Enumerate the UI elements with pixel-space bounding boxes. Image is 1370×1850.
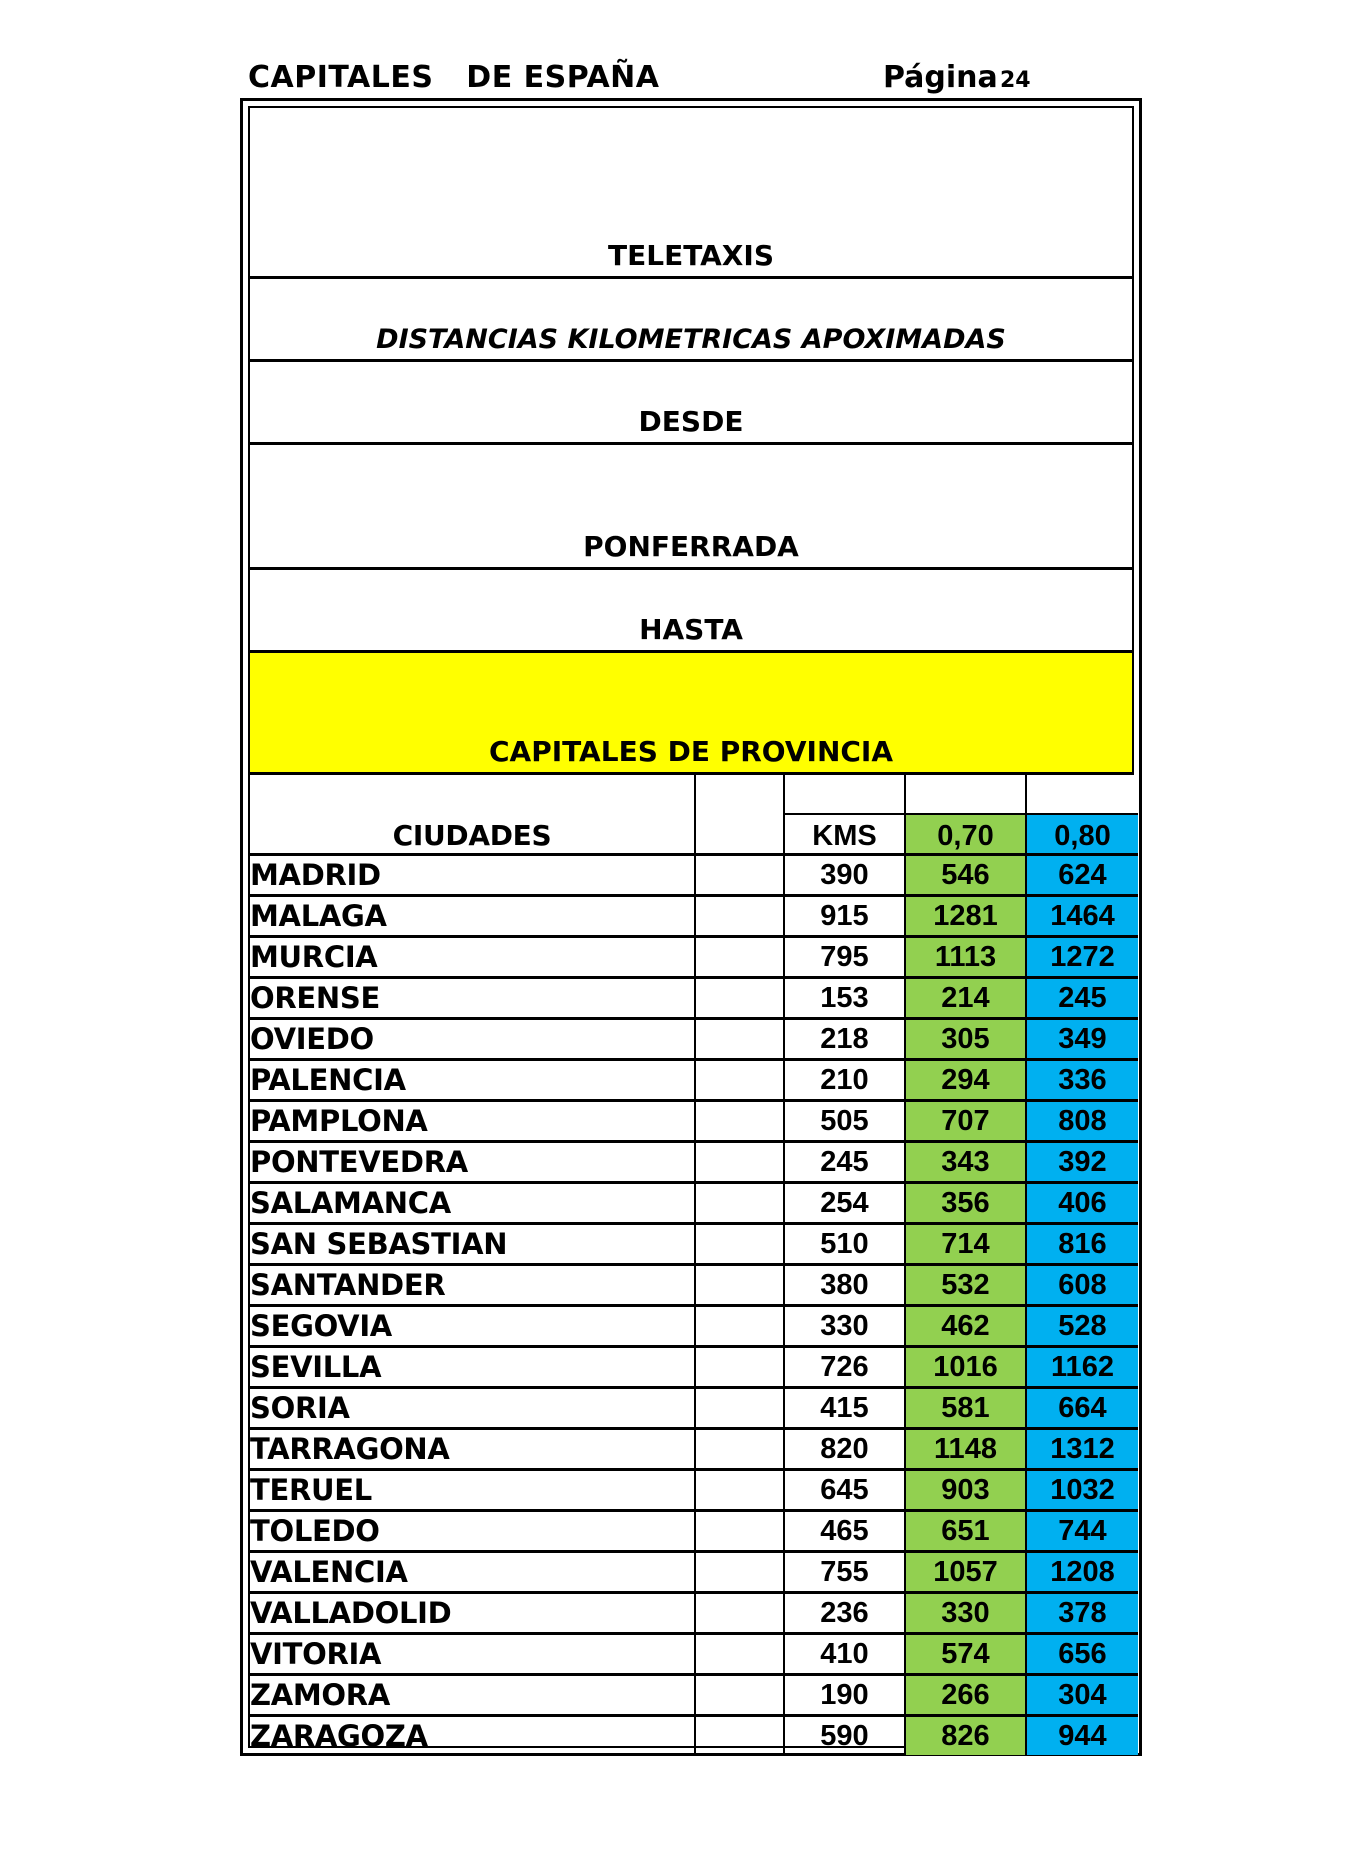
rate2-cell: 808 xyxy=(1026,1101,1138,1142)
table-row xyxy=(250,855,1138,896)
city-cell: MALAGA xyxy=(250,896,695,937)
company-row xyxy=(250,108,1132,279)
rate2-cell: 378 xyxy=(1026,1593,1138,1634)
table-row xyxy=(250,1716,1138,1756)
city-cell: TERUEL xyxy=(250,1470,695,1511)
rate1-cell: 707 xyxy=(905,1101,1026,1142)
column-header-rate2-label: 0,80 xyxy=(1054,820,1111,852)
kms-cell: 390 xyxy=(784,855,905,896)
rate2-cell: 1032 xyxy=(1026,1470,1138,1511)
rate1-cell: 343 xyxy=(905,1142,1026,1183)
city-cell: TARRAGONA xyxy=(250,1429,695,1470)
rate1-cell: 305 xyxy=(905,1019,1026,1060)
blank-cell xyxy=(695,1634,784,1675)
rate1-cell: 714 xyxy=(905,1224,1026,1265)
rate2-cell: 528 xyxy=(1026,1306,1138,1347)
from-row xyxy=(250,362,1132,445)
table-row xyxy=(250,1224,1138,1265)
rate2-cell: 336 xyxy=(1026,1060,1138,1101)
city-cell: VITORIA xyxy=(250,1634,695,1675)
kms-cell: 236 xyxy=(784,1593,905,1634)
kms-cell: 254 xyxy=(784,1183,905,1224)
city-cell: TOLEDO xyxy=(250,1511,695,1552)
rate2-cell: 816 xyxy=(1026,1224,1138,1265)
blank-cell xyxy=(695,1060,784,1101)
rate2-cell: 406 xyxy=(1026,1183,1138,1224)
company-name: TELETAXIS xyxy=(608,239,774,272)
city-cell: SORIA xyxy=(250,1388,695,1429)
kms-cell: 465 xyxy=(784,1511,905,1552)
table-row xyxy=(250,1511,1138,1552)
column-header-rate1 xyxy=(905,775,1026,855)
blank-cell xyxy=(695,1306,784,1347)
rate1-cell: 826 xyxy=(905,1716,1026,1756)
blank-cell xyxy=(695,1019,784,1060)
rate2-cell: 608 xyxy=(1026,1265,1138,1306)
subtitle-row xyxy=(250,279,1132,362)
rate1-cell: 330 xyxy=(905,1593,1026,1634)
rate2-cell: 1208 xyxy=(1026,1552,1138,1593)
blank-cell xyxy=(695,937,784,978)
kms-cell: 190 xyxy=(784,1675,905,1716)
table-row xyxy=(250,1675,1138,1716)
city-cell: PALENCIA xyxy=(250,1060,695,1101)
rate2-cell: 1312 xyxy=(1026,1429,1138,1470)
rate1-cell: 1281 xyxy=(905,896,1026,937)
city-cell: MURCIA xyxy=(250,937,695,978)
table-row xyxy=(250,1429,1138,1470)
blank-cell xyxy=(695,1675,784,1716)
column-header-rate1-label: 0,70 xyxy=(937,820,994,852)
city-cell: PONTEVEDRA xyxy=(250,1142,695,1183)
table-row xyxy=(250,896,1138,937)
rate2-cell: 624 xyxy=(1026,855,1138,896)
rate2-cell: 304 xyxy=(1026,1675,1138,1716)
rate1-cell: 1113 xyxy=(905,937,1026,978)
blank-cell xyxy=(695,1593,784,1634)
city-cell: VALLADOLID xyxy=(250,1593,695,1634)
city-cell: ORENSE xyxy=(250,978,695,1019)
rate1-cell: 214 xyxy=(905,978,1026,1019)
origin-row xyxy=(250,445,1132,570)
kms-cell: 510 xyxy=(784,1224,905,1265)
city-cell: SAN SEBASTIAN xyxy=(250,1224,695,1265)
rate2-cell: 744 xyxy=(1026,1511,1138,1552)
kms-cell: 410 xyxy=(784,1634,905,1675)
rate1-cell: 581 xyxy=(905,1388,1026,1429)
city-cell: OVIEDO xyxy=(250,1019,695,1060)
blank-cell xyxy=(695,1224,784,1265)
table-row xyxy=(250,1183,1138,1224)
blank-cell xyxy=(695,978,784,1019)
page-label: Página xyxy=(883,60,998,95)
blank-cell xyxy=(695,1101,784,1142)
blank-cell xyxy=(695,855,784,896)
rate1-cell: 462 xyxy=(905,1306,1026,1347)
table-row xyxy=(250,1593,1138,1634)
page-number: 24 xyxy=(1000,68,1031,93)
rate2-cell: 1272 xyxy=(1026,937,1138,978)
kms-cell: 218 xyxy=(784,1019,905,1060)
blank-cell xyxy=(695,1716,784,1756)
blank-cell xyxy=(695,896,784,937)
rate1-cell: 574 xyxy=(905,1634,1026,1675)
blank-cell xyxy=(695,1183,784,1224)
rate1-cell: 266 xyxy=(905,1675,1026,1716)
rate1-cell: 1016 xyxy=(905,1347,1026,1388)
rate2-cell: 664 xyxy=(1026,1388,1138,1429)
rate1-cell: 903 xyxy=(905,1470,1026,1511)
city-cell: ZARAGOZA xyxy=(250,1716,695,1756)
blank-cell xyxy=(695,1552,784,1593)
rate1-cell: 1148 xyxy=(905,1429,1026,1470)
table-row xyxy=(250,937,1138,978)
blank-cell xyxy=(695,1142,784,1183)
table-row xyxy=(250,1265,1138,1306)
page-header xyxy=(248,60,1031,100)
city-cell: MADRID xyxy=(250,855,695,896)
city-cell: SEGOVIA xyxy=(250,1306,695,1347)
category-row xyxy=(250,653,1132,775)
blank-cell xyxy=(695,1347,784,1388)
rate2-cell: 944 xyxy=(1026,1716,1138,1756)
kms-cell: 915 xyxy=(784,896,905,937)
document-title: CAPITALES DE ESPAÑA xyxy=(248,60,660,95)
kms-cell: 645 xyxy=(784,1470,905,1511)
table-row xyxy=(250,978,1138,1019)
kms-cell: 415 xyxy=(784,1388,905,1429)
table-row xyxy=(250,1388,1138,1429)
rate1-cell: 532 xyxy=(905,1265,1026,1306)
table-row xyxy=(250,1470,1138,1511)
table-row xyxy=(250,1142,1138,1183)
rate1-cell: 356 xyxy=(905,1183,1026,1224)
blank-cell xyxy=(695,1429,784,1470)
table-row xyxy=(250,1101,1138,1142)
city-cell: ZAMORA xyxy=(250,1675,695,1716)
kms-cell: 380 xyxy=(784,1265,905,1306)
rate1-cell: 651 xyxy=(905,1511,1026,1552)
kms-cell: 245 xyxy=(784,1142,905,1183)
rate2-cell: 656 xyxy=(1026,1634,1138,1675)
table-row xyxy=(250,1634,1138,1675)
subtitle: DISTANCIAS KILOMETRICAS APOXIMADAS xyxy=(376,324,1006,355)
blank-cell xyxy=(695,1470,784,1511)
category-label: CAPITALES DE PROVINCIA xyxy=(488,735,894,768)
city-cell: PAMPLONA xyxy=(250,1101,695,1142)
column-header-blank xyxy=(695,775,784,855)
to-row xyxy=(250,570,1132,653)
rate2-cell: 349 xyxy=(1026,1019,1138,1060)
kms-cell: 795 xyxy=(784,937,905,978)
kms-cell: 153 xyxy=(784,978,905,1019)
column-header-city: CIUDADES xyxy=(250,775,695,855)
blank-cell xyxy=(695,1511,784,1552)
rate1-cell: 546 xyxy=(905,855,1026,896)
from-label: DESDE xyxy=(638,405,744,438)
city-cell: VALENCIA xyxy=(250,1552,695,1593)
blank-cell xyxy=(695,1265,784,1306)
rate2-cell: 1162 xyxy=(1026,1347,1138,1388)
rate2-cell: 1464 xyxy=(1026,896,1138,937)
city-cell: SANTANDER xyxy=(250,1265,695,1306)
kms-cell: 590 xyxy=(784,1716,905,1756)
table-row xyxy=(250,1060,1138,1101)
rate2-cell: 245 xyxy=(1026,978,1138,1019)
distance-sheet xyxy=(240,98,1142,1756)
to-label: HASTA xyxy=(639,613,743,646)
kms-cell: 726 xyxy=(784,1347,905,1388)
blank-cell xyxy=(695,1388,784,1429)
city-cell: SALAMANCA xyxy=(250,1183,695,1224)
column-header-kms xyxy=(784,775,905,855)
kms-cell: 755 xyxy=(784,1552,905,1593)
rate1-cell: 1057 xyxy=(905,1552,1026,1593)
origin-city: PONFERRADA xyxy=(583,530,799,563)
column-header-rate2 xyxy=(1026,775,1138,855)
kms-cell: 330 xyxy=(784,1306,905,1347)
kms-cell: 820 xyxy=(784,1429,905,1470)
table-row xyxy=(250,1019,1138,1060)
rate1-cell: 294 xyxy=(905,1060,1026,1101)
distance-table xyxy=(250,775,1138,1755)
distance-sheet-inner xyxy=(248,106,1134,1753)
table-row xyxy=(250,1347,1138,1388)
table-header-row xyxy=(250,775,1138,855)
kms-cell: 210 xyxy=(784,1060,905,1101)
kms-cell: 505 xyxy=(784,1101,905,1142)
rate2-cell: 392 xyxy=(1026,1142,1138,1183)
table-row xyxy=(250,1552,1138,1593)
column-header-kms-label: KMS xyxy=(812,820,877,852)
table-row xyxy=(250,1306,1138,1347)
city-cell: SEVILLA xyxy=(250,1347,695,1388)
